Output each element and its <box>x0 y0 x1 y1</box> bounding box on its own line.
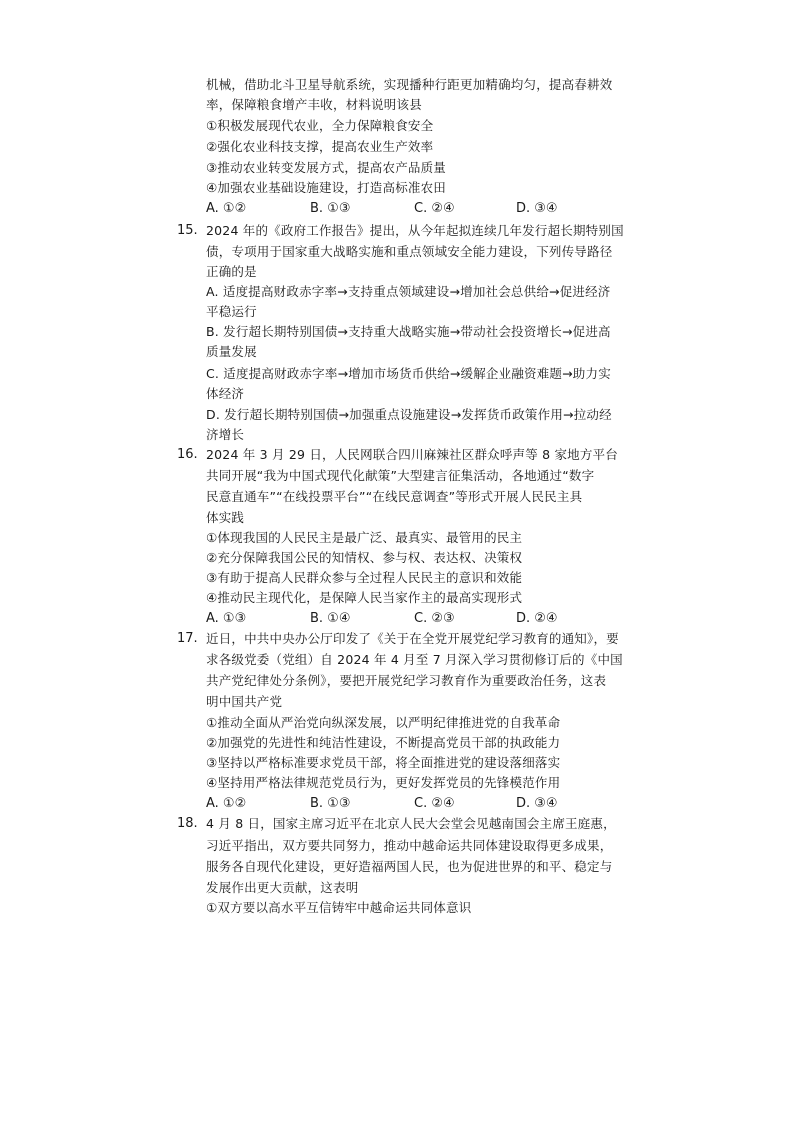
question-number: 15. <box>177 223 198 238</box>
stem-line: 求各级党委（党组）自 2024 年 4 月至 7 月深入学习贯彻修订后的《中国 <box>206 652 623 667</box>
stem-line: 机械，借助北斗卫星导航系统，实现播种行距更加精确均匀，提高春耕效 <box>206 77 613 92</box>
stem-line: 明中国共产党 <box>206 694 283 709</box>
option-a: A. ①② <box>206 201 247 216</box>
option-a: A. 适度提高财政赤字率→支持重点领域建设→增加社会总供给→促进经济 <box>206 284 611 299</box>
question-number: 17. <box>177 631 198 646</box>
option-d-cont: 济增长 <box>206 427 245 442</box>
option-a-cont: 平稳运行 <box>206 304 257 319</box>
option-c: C. 适度提高财政赤字率→增加市场货币供给→缓解企业融资难题→助力实 <box>206 366 611 381</box>
option-a: A. ①③ <box>206 611 247 626</box>
statement-1: ①体现我国的人民民主是最广泛、最真实、最管用的民主 <box>206 530 523 545</box>
stem-line: 债，专项用于国家重大战略实施和重点领域安全能力建设，下列传导路径 <box>206 244 613 259</box>
stem-line: 共同开展“我为中国式现代化献策”大型建言征集活动，各地通过“数字 <box>206 468 595 483</box>
stem-line: 正确的是 <box>206 264 257 279</box>
statement-3: ③推动农业转变发展方式，提高农产品质量 <box>206 160 447 175</box>
option-c-cont: 体经济 <box>206 386 245 401</box>
statement-4: ④加强农业基础设施建设，打造高标准农田 <box>206 180 447 195</box>
stem-line: 4 月 8 日，国家主席习近平在北京人民大会堂会见越南国会主席王庭惠， <box>206 816 616 831</box>
statement-2: ②加强党的先进性和纯洁性建设，不断提高党员干部的执政能力 <box>206 735 561 750</box>
option-b: B. ①③ <box>310 201 351 216</box>
stem-line: 民意直通车”“在线投票平台”“在线民意调查”等形式开展人民民主具 <box>206 489 583 504</box>
option-b-cont: 质量发展 <box>206 344 257 359</box>
option-b: B. 发行超长期特别国债→支持重大战略实施→带动社会投资增长→促进高 <box>206 324 611 339</box>
option-c: C. ②④ <box>414 796 455 811</box>
option-d: D. ③④ <box>516 201 558 216</box>
question-number: 16. <box>177 447 198 462</box>
stem-line: 发展作出更大贡献，这表明 <box>206 880 359 895</box>
statement-4: ④坚持用严格法律规范党员行为，更好发挥党员的先锋模范作用 <box>206 775 561 790</box>
option-b: B. ①③ <box>310 796 351 811</box>
stem-line: 率，保障粮食增产丰收，材料说明该县 <box>206 97 422 112</box>
option-d: D. ②④ <box>516 611 558 626</box>
option-c: C. ②③ <box>414 611 455 626</box>
question-number: 18. <box>177 816 198 831</box>
statement-2: ②充分保障我国公民的知情权、参与权、表达权、决策权 <box>206 550 523 565</box>
stem-line: 习近平指出，双方要共同努力，推动中越命运共同体建设取得更多成果， <box>206 838 613 853</box>
option-b: B. ①④ <box>310 611 351 626</box>
statement-1: ①积极发展现代农业，全力保障粮食安全 <box>206 118 434 133</box>
stem-line: 体实践 <box>206 510 245 525</box>
statement-1: ①双方要以高水平互信铸牢中越命运共同体意识 <box>206 900 472 915</box>
option-c: C. ②④ <box>414 201 455 216</box>
stem-line: 共产党纪律处分条例》，要把开展党纪学习教育作为重要政治任务，这表 <box>206 673 607 688</box>
stem-line: 服务各自现代化建设，更好造福两国人民，也为促进世界的和平、稳定与 <box>206 859 613 874</box>
option-d: D. 发行超长期特别国债→加强重点设施建设→发挥货币政策作用→拉动经 <box>206 407 612 422</box>
statement-1: ①推动全面从严治党向纵深发展，以严明纪律推进党的自我革命 <box>206 715 561 730</box>
option-a: A. ①② <box>206 796 247 811</box>
statement-3: ③坚持以严格标准要求党员干部，将全面推进党的建设落细落实 <box>206 755 561 770</box>
option-d: D. ③④ <box>516 796 558 811</box>
stem-line: 2024 年的《政府工作报告》提出，从今年起拟连续几年发行超长期特别国 <box>206 223 624 238</box>
statement-2: ②强化农业科技支撑，提高农业生产效率 <box>206 139 434 154</box>
statement-4: ④推动民主现代化，是保障人民当家作主的最高实现形式 <box>206 590 523 605</box>
stem-line: 2024 年 3 月 29 日，人民网联合四川麻辣社区群众呼声等 8 家地方平台 <box>206 447 618 462</box>
stem-line: 近日，中共中央办公厅印发了《关于在全党开展党纪学习教育的通知》，要 <box>206 631 619 646</box>
statement-3: ③有助于提高人民群众参与全过程人民民主的意识和效能 <box>206 570 523 585</box>
